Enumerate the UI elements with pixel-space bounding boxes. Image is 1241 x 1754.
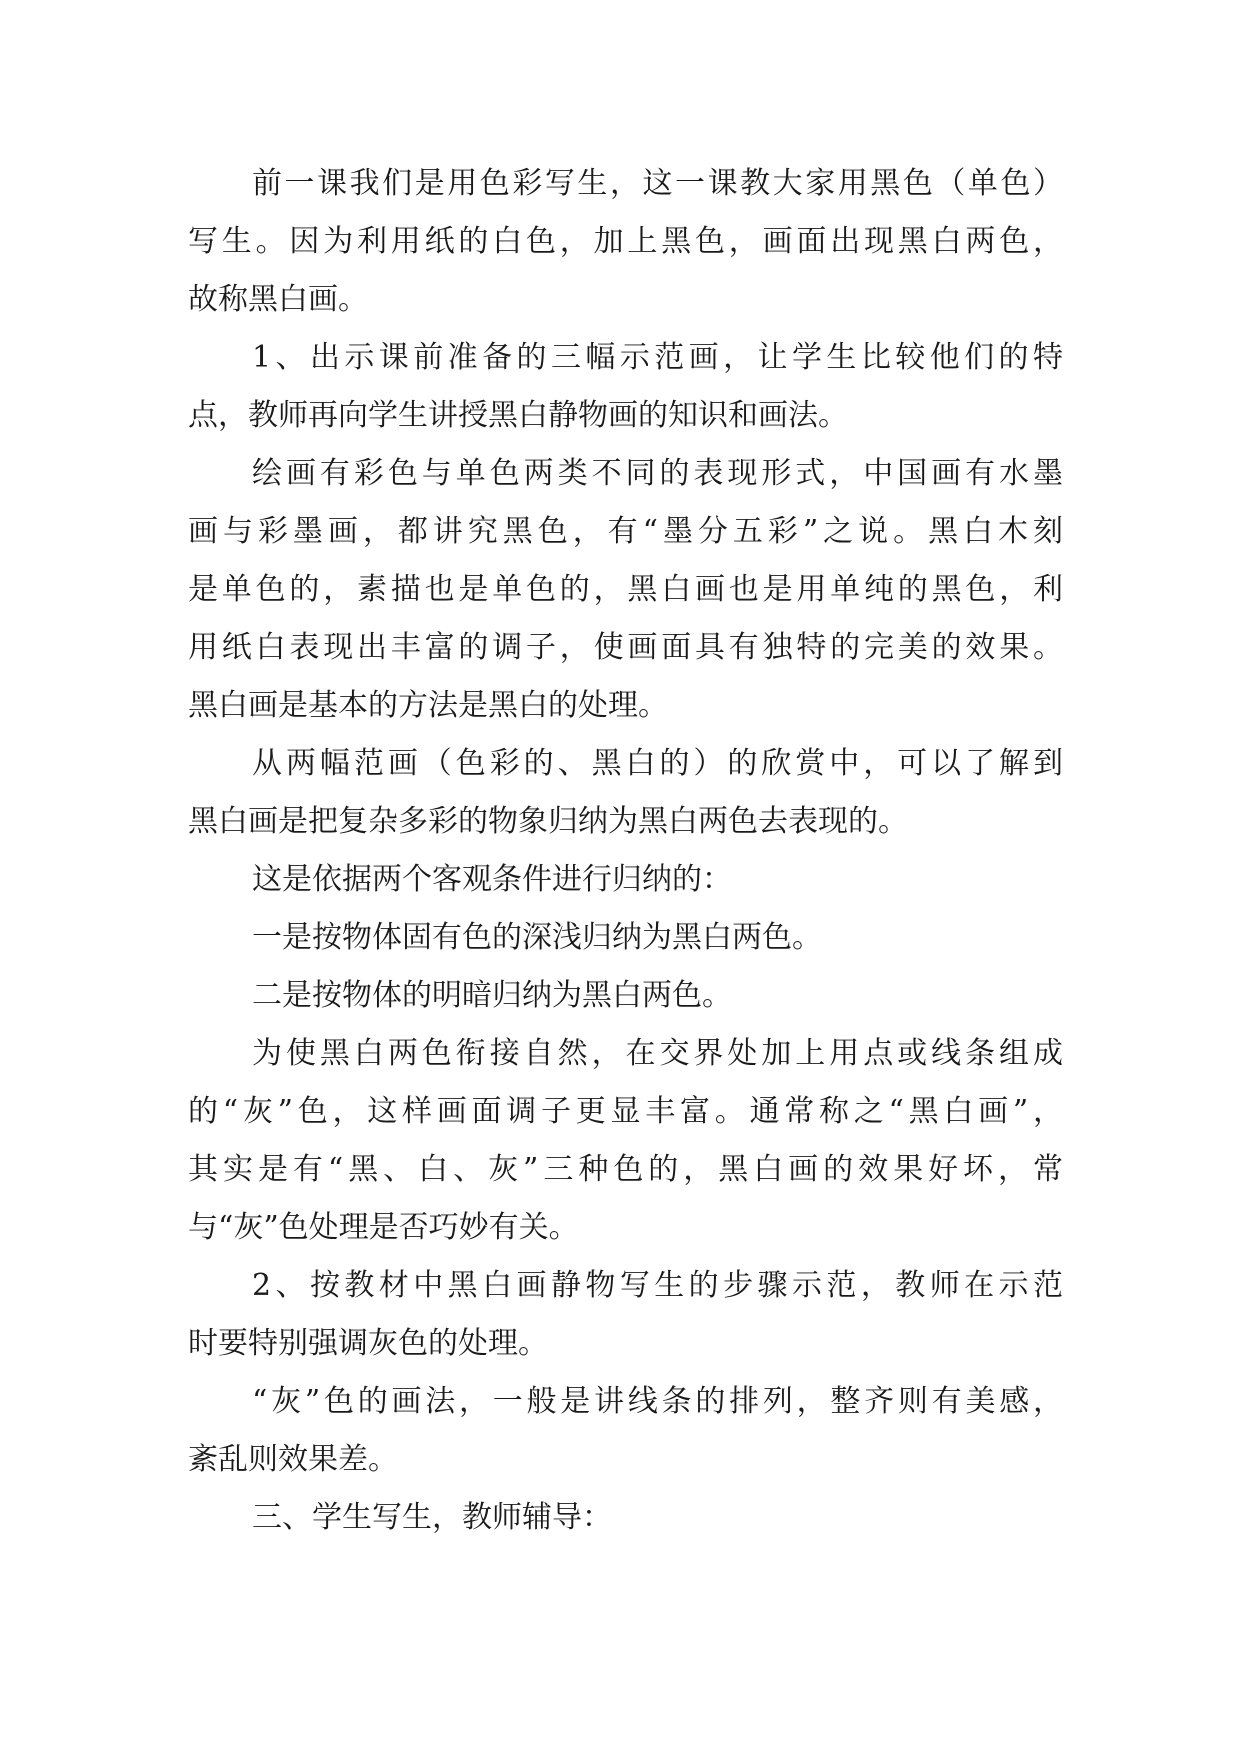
- text-line: 前一课我们是用色彩写生，这一课教大家用黑色（单色）: [252, 166, 1063, 201]
- text-line: 的“灰”色，这样画面调子更显丰富。通常称之“黑白画”，: [188, 1094, 1063, 1129]
- text-line: 点，教师再向学生讲授黑白静物画的知识和画法。: [188, 398, 848, 433]
- text-line: 紊乱则效果差。: [188, 1442, 398, 1477]
- text-line: 用纸白表现出丰富的调子，使画面具有独特的完美的效果。: [188, 630, 1063, 665]
- text-line: 一是按物体固有色的深浅归纳为黑白两色。: [252, 920, 822, 955]
- text-line: “灰”色的画法，一般是讲线条的排列，整齐则有美感，: [252, 1384, 1063, 1419]
- text-line: 这是依据两个客观条件进行归纳的：: [252, 862, 732, 897]
- text-line: 黑白画是把复杂多彩的物象归纳为黑白两色去表现的。: [188, 804, 908, 839]
- text-line: 三、学生写生，教师辅导：: [252, 1500, 612, 1535]
- text-line: 画与彩墨画，都讲究黑色，有“墨分五彩”之说。黑白木刻: [188, 514, 1063, 549]
- text-line: 2、按教材中黑白画静物写生的步骤示范，教师在示范: [252, 1268, 1063, 1303]
- text-line: 为使黑白两色衔接自然，在交界处加上用点或线条组成: [252, 1036, 1063, 1071]
- text-line: 时要特别强调灰色的处理。: [188, 1326, 548, 1361]
- text-line: 与“灰”色处理是否巧妙有关。: [188, 1210, 579, 1245]
- text-line: 写生。因为利用纸的白色，加上黑色，画面出现黑白两色，: [188, 224, 1063, 259]
- text-line: 从两幅范画（色彩的、黑白的）的欣赏中，可以了解到: [252, 746, 1063, 781]
- text-line: 黑白画是基本的方法是黑白的处理。: [188, 688, 668, 723]
- text-line: 1、出示课前准备的三幅示范画，让学生比较他们的特: [252, 340, 1063, 375]
- text-line: 其实是有“黑、白、灰”三种色的，黑白画的效果好坏，常: [188, 1152, 1063, 1187]
- text-line: 故称黑白画。: [188, 282, 368, 317]
- text-line: 是单色的，素描也是单色的，黑白画也是用单纯的黑色，利: [188, 572, 1063, 607]
- document-body: [188, 155, 1068, 1547]
- text-line: 二是按物体的明暗归纳为黑白两色。: [252, 978, 732, 1013]
- text-line: 绘画有彩色与单色两类不同的表现形式，中国画有水墨: [252, 456, 1063, 491]
